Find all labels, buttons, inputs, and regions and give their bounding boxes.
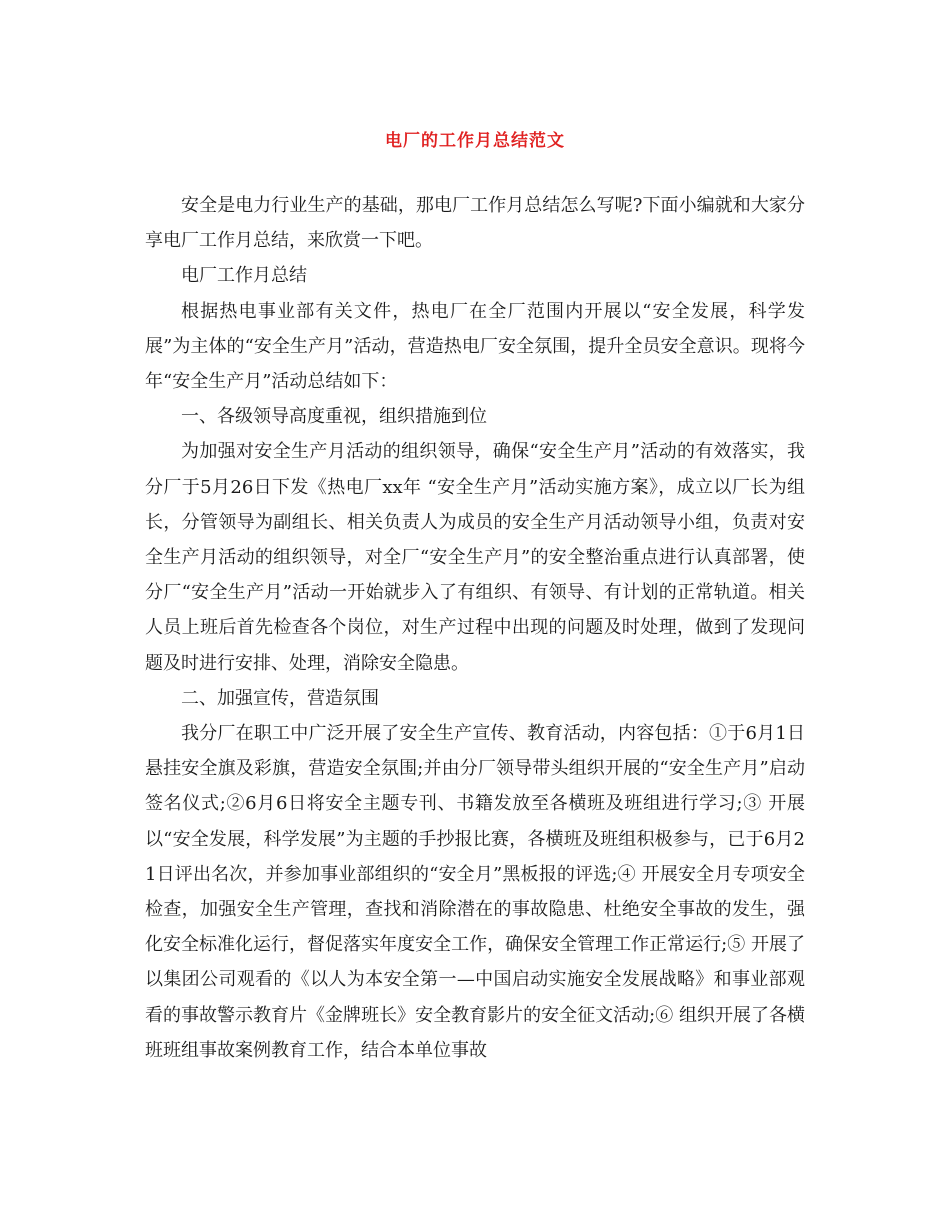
document-title: 电厂的工作月总结范文 — [385, 131, 565, 151]
paragraph-intro: 安全是电力行业生产的基础，那电厂工作月总结怎么写呢?下面小编就和大家分享电厂工作月总结，来欣赏一下吧。 — [145, 195, 805, 252]
section-heading-2: 二、加强宣传，营造氛围 — [181, 687, 379, 709]
document-body — [145, 188, 805, 1068]
section-heading-1: 一、各级领导高度重视，组织措施到位 — [181, 406, 487, 428]
paragraph-subtitle: 电厂工作月总结 — [181, 265, 307, 287]
paragraph-overview: 根据热电事业部有关文件，热电厂在全厂范围内开展以“安全发展，科学发展”为主体的“安全生产月”活动，营造热电厂安全氛围，提升全员安全意识。现将今年“安全生产月”活动总结如下： — [145, 300, 805, 393]
paragraph-section-1: 为加强对安全生产月活动的组织领导，确保“安全生产月”活动的有效落实，我分厂于5月26日下发《热电厂xx年 “安全生产月”活动实施方案》，成立以厂长为组长，分管领导为副组长、相关负责人为成员的安全生产月活动领导小组，负责对安全生产月活动的组织领导，对全厂“安全生产月”的安全整治重点进行认真部署，使分厂“安全生产月”活动一开始就步入了有组织、有领导、有计划的正常轨道。相关人员上班后首先检查各个岗位，对生产过程中出现的问题及时处理，做到了发现问题及时进行安排、处理，消除安全隐患。 — [145, 441, 805, 674]
paragraph-section-2: 我分厂在职工中广泛开展了安全生产宣传、教育活动，内容包括：①于6月1日悬挂安全旗及彩旗，营造安全氛围;并由分厂领导带头组织开展的“安全生产月”启动签名仪式;②6月6日将安全主题专刊、书籍发放至各横班及班组进行学习;③ 开展以“安全发展，科学发展”为主题的手抄报比赛，各横班及班组积极参与，已于6月21日评出名次，并参加事业部组织的“安全月”黑板报的评选;④ 开展安全月专项安全检查，加强安全生产管理，查找和消除潜在的事故隐患、杜绝安全事故的发生，强化安全标准化运行，督促落实年度安全工作，确保安全管理工作正常运行;⑤ 开展了以集团公司观看的《以人为本安全第一—中国启动实施安全发展战略》和事业部观看的事故警示教育片《金牌班长》安全教育影片的安全征文活动;⑥ 组织开展了各横班班组事故案例教育工作，结合本单位事故 — [145, 723, 805, 1061]
